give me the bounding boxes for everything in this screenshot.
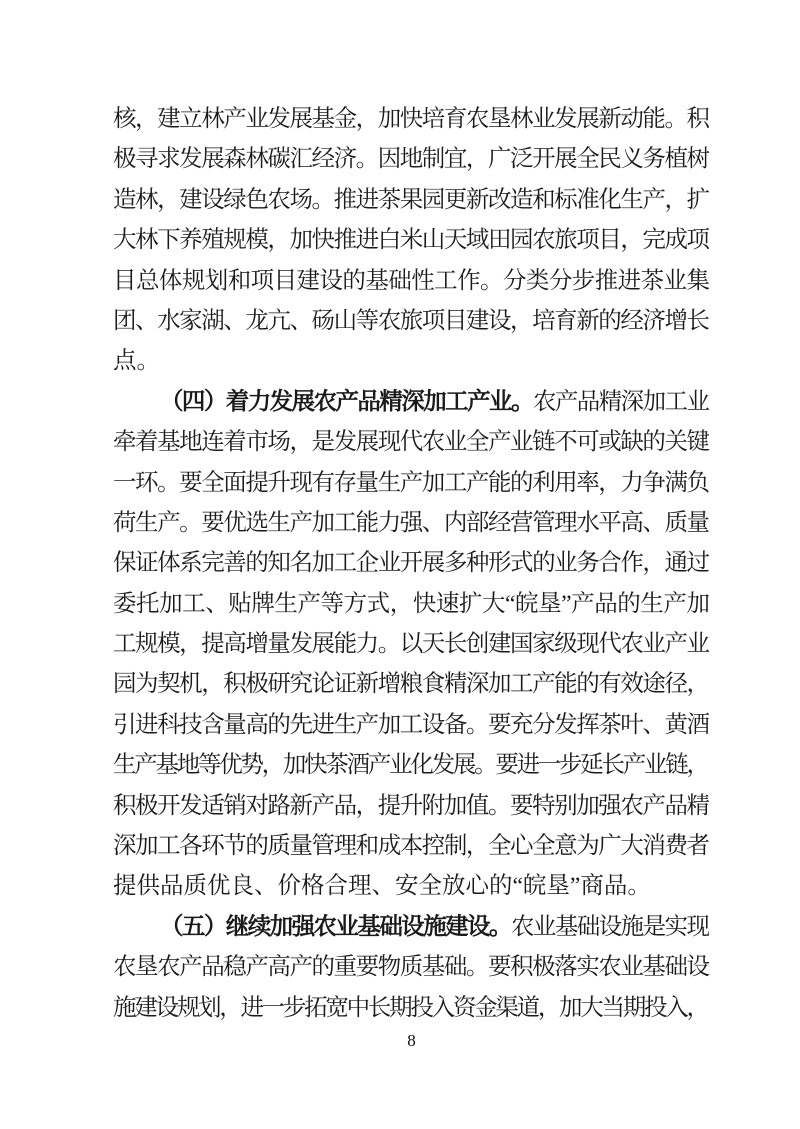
- text-line: 积极开发适销对路新产品，提升附加值。要特别加强农产品精: [113, 792, 709, 819]
- text-line: 保证体系完善的知名加工企业开展多种形式的业务合作，通过: [113, 550, 709, 577]
- section-heading: （四）着力发展农产品精深加工产业。: [160, 388, 533, 415]
- text-line: 施建设规划，进一步拓宽中长期投入资金渠道，加大当期投入，: [113, 994, 708, 1021]
- text-line: 造林，建设绿色农场。推进茶果园更新改造和标准化生产，扩: [113, 186, 709, 213]
- text-line: 团、水家湖、龙亢、砀山等农旅项目建设，培育新的经济增长: [113, 307, 709, 334]
- paragraph: [113, 382, 710, 907]
- text-line: 一环。要全面提升现有存量生产加工产能的利用率，力争满负: [113, 469, 709, 496]
- text-line: 牵着基地连着市场，是发展现代农业全产业链不可或缺的关键: [113, 429, 709, 456]
- text-line: 荷生产。要优选生产加工能力强、内部经营管理水平高、质量: [113, 509, 709, 536]
- text-line: 大林下养殖规模，加快推进白米山天域田园农旅项目，完成项: [113, 227, 709, 254]
- page-number: 8: [407, 1031, 416, 1050]
- text-line: 农垦农产品稳产高产的重要物质基础。要积极落实农业基础设: [113, 954, 709, 981]
- section-heading: （五）继续加强农业基础设施建设。: [160, 913, 511, 940]
- text-line: 极寻求发展森林碳汇经济。因地制宜，广泛开展全民义务植树: [113, 146, 709, 173]
- text-line: （四）着力发展农产品精深加工产业。农产品精深加工业: [160, 388, 709, 415]
- text-line: 目总体规划和项目建设的基础性工作。分类分步推进茶业集: [113, 267, 710, 294]
- text-line: 核，建立林产业发展基金，加快培育农垦林业发展新动能。积: [113, 106, 709, 132]
- text-line: 点。: [113, 348, 160, 375]
- paragraph: [113, 907, 710, 1028]
- text-line: 工规模，提高增量发展能力。以天长创建国家级现代农业产业: [113, 631, 709, 658]
- text-line: 园为契机，积极研究论证新增粮食精深加工产能的有效途径，: [113, 671, 709, 698]
- paragraph: [113, 99, 710, 382]
- text-line: 生产基地等优势，加快茶酒产业化发展。要进一步延长产业链，: [113, 752, 708, 779]
- body-text: [113, 99, 710, 1028]
- text-line: 提供品质优良、价格合理、安全放心的“皖垦”商品。: [113, 873, 651, 900]
- text-line: （五）继续加强农业基础设施建设。农业基础设施是实现: [160, 913, 709, 940]
- text-line: 委托加工、贴牌生产等方式，快速扩大“皖垦”产品的生产加: [113, 590, 710, 617]
- text-line: 引进科技含量高的先进生产加工设备。要充分发挥茶叶、黄酒: [113, 711, 709, 738]
- text-line: 深加工各环节的质量管理和成本控制，全心全意为广大消费者: [113, 833, 709, 860]
